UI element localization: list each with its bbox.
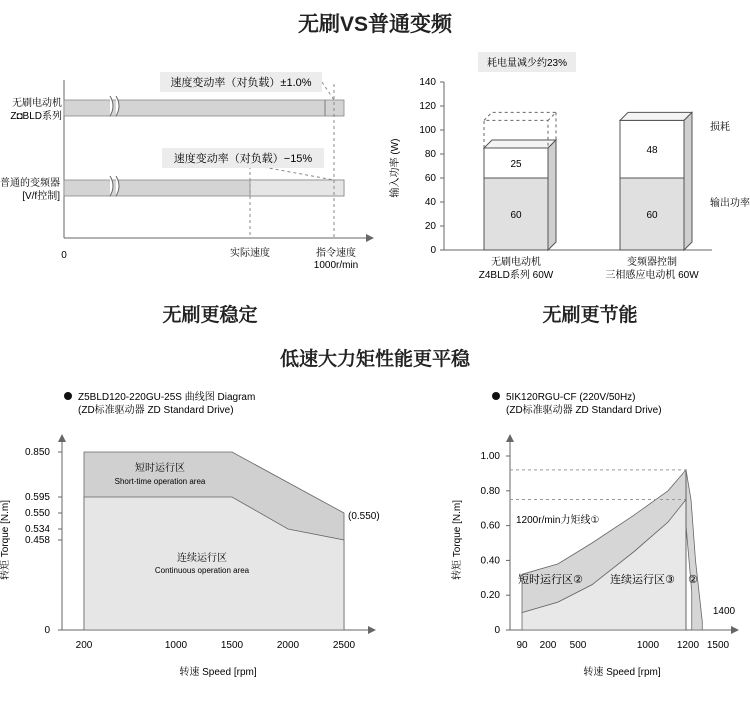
- c4-short-label: 短时运行区②: [518, 574, 583, 586]
- c3-cont-label-en: Continuous operation area: [154, 566, 250, 575]
- c3-ytick-label: 0.458: [24, 535, 50, 546]
- c4-ytick-label: 0.40: [480, 555, 500, 567]
- c2-annotation: 耗电量减少约23%: [486, 58, 568, 69]
- c1-command-unit: 1000r/min: [313, 260, 359, 271]
- c3-xtick-label: 1500: [220, 640, 244, 651]
- c4-legend-line2: (ZD标准驱动器 ZD Standard Drive): [506, 405, 662, 416]
- c2-legend-loss: 损耗: [710, 122, 730, 133]
- c4-y-arrow: [506, 434, 514, 442]
- right-subtitle: 无刷更节能: [542, 305, 638, 326]
- c4-ylabel: 转矩 Torque [N.m]: [452, 499, 463, 581]
- c1-command-label: 指令速度: [316, 248, 356, 259]
- c4-extra-x-label: 1400: [712, 606, 736, 617]
- c4-rated-label: 1200r/min力矩线①: [516, 515, 600, 526]
- c4-ytick-label: 0.60: [480, 520, 500, 532]
- c3-xtick-label: 2500: [332, 640, 356, 651]
- c2-value-loss: 48: [646, 145, 658, 157]
- c3-xtick-label: 1000: [164, 640, 188, 651]
- c2-y-ticks: [419, 77, 444, 256]
- c1-row2-label-a: 普通的变频器: [0, 178, 60, 189]
- c2-value-loss: 25: [510, 159, 522, 170]
- c2-legend-output: 输出功率: [710, 198, 750, 209]
- c1-bar-bld: [64, 100, 344, 116]
- c3-legend-bullet: [64, 392, 72, 400]
- c1-origin-label: 0: [61, 250, 67, 261]
- c2-ytick-label: 60: [424, 173, 436, 184]
- c3-x-arrow: [368, 626, 376, 634]
- c2-bars: [484, 112, 692, 250]
- c4-xtick-label: 90: [516, 640, 528, 651]
- c3-cont-label-cn: 连续运行区: [177, 553, 227, 564]
- main-title: 无刷VS普通变频: [297, 13, 452, 36]
- c4-xtick-label: 500: [569, 640, 587, 651]
- c4-xlabel: 转速 Speed [rpm]: [583, 667, 661, 678]
- c3-ytick-label: 0.850: [24, 447, 50, 458]
- c2-ytick-label: 40: [424, 197, 436, 208]
- c4-cont-label: 连续运行区③: [610, 574, 675, 586]
- c4-x-arrow: [731, 626, 739, 634]
- torque-bld-chart: [0, 390, 380, 678]
- c2-cat1-line2: Z4BLD系列 60W: [478, 270, 554, 281]
- c4-legend-line1: 5IK120RGU-CF (220V/50Hz): [506, 392, 636, 403]
- c4-ytick-label: 0.20: [480, 590, 500, 602]
- c4-ytick-label: 1.00: [480, 451, 500, 462]
- c4-legend-bullet: [492, 392, 500, 400]
- c4-ytick-label: 0.80: [480, 485, 500, 497]
- c4-xtick-label: 1500: [706, 640, 730, 651]
- c3-plot: [25, 447, 380, 651]
- c3-y-arrow: [58, 434, 66, 442]
- c3-end-label: (0.550): [348, 511, 380, 522]
- c3-legend-line2: (ZD标准驱动器 ZD Standard Drive): [78, 405, 234, 416]
- torque-ik-chart: [450, 392, 739, 678]
- c1-callout1-leader: [322, 82, 334, 100]
- c3-short-label-en: Short-time operation area: [114, 477, 206, 486]
- c1-callout2: 速度变动率（对负载）−15%: [173, 153, 313, 165]
- c2-bar-side-face: [548, 140, 556, 250]
- c3-legend-line1: Z5BLD120-220GU-25S 曲线图 Diagram: [78, 392, 256, 403]
- c3-short-label-cn: 短时运行区: [135, 463, 185, 474]
- c2-cat2-line2: 三相感应电动机 60W: [605, 270, 699, 281]
- c2-value-output: 60: [510, 210, 522, 221]
- section-title: 低速大力矩性能更平稳: [279, 349, 470, 370]
- c2-value-output: 60: [646, 210, 658, 221]
- c2-ylabel: 输入功率 (W): [390, 138, 401, 198]
- c2-bar-top-face: [484, 140, 556, 148]
- c2-ytick-label: 100: [419, 125, 436, 136]
- c2-ytick-label: 140: [419, 77, 436, 88]
- c3-ytick-label: 0: [44, 625, 50, 636]
- c3-xtick-label: 2000: [276, 640, 300, 651]
- c4-plot: [481, 451, 736, 651]
- c4-xtick-label: 200: [539, 640, 557, 651]
- c2-ytick-label: 20: [424, 221, 436, 232]
- c3-ytick-label: 0.550: [24, 508, 50, 519]
- c3-xlabel: 转速 Speed [rpm]: [179, 667, 257, 678]
- c1-actual-label: 实际速度: [230, 248, 270, 259]
- c3-ytick-label: 0.534: [24, 524, 50, 535]
- c1-row1-label-b: Z◘BLD系列: [10, 111, 62, 122]
- c1-bar-vf-variation: [250, 180, 344, 196]
- c1-row2-label-b: [V/f控制]: [22, 191, 60, 202]
- c2-bar-side-face: [684, 112, 692, 250]
- left-subtitle: 无刷更稳定: [162, 305, 258, 326]
- c2-cat2-line1: 变频器控制: [627, 257, 677, 268]
- c2-bar-top-face: [620, 112, 692, 120]
- c4-ytick-label: 0: [494, 625, 500, 636]
- speed-variation-chart: [0, 72, 374, 271]
- c3-ytick-label: 0.595: [24, 492, 50, 503]
- c3-xtick-label: 200: [75, 640, 93, 651]
- c4-xtick-label: 1200: [676, 640, 700, 651]
- c2-cat1-line1: 无刷电动机: [491, 257, 541, 268]
- c4-xtick-label: 1000: [636, 640, 660, 651]
- c2-ytick-label: 80: [424, 149, 436, 160]
- c2-ghost-top: [484, 112, 556, 120]
- c2-ytick-label: 0: [430, 245, 436, 256]
- c1-x-arrow: [366, 234, 374, 242]
- c1-row1-label-a: 无刷电动机: [12, 98, 62, 109]
- input-power-chart: [388, 52, 750, 281]
- c3-ylabel: 转矩 Torque [N.m]: [0, 499, 11, 581]
- c4-right-label: ②: [688, 574, 698, 586]
- c2-ytick-label: 120: [419, 101, 436, 112]
- c1-callout1: 速度变动率（对负载）±1.0%: [170, 77, 312, 89]
